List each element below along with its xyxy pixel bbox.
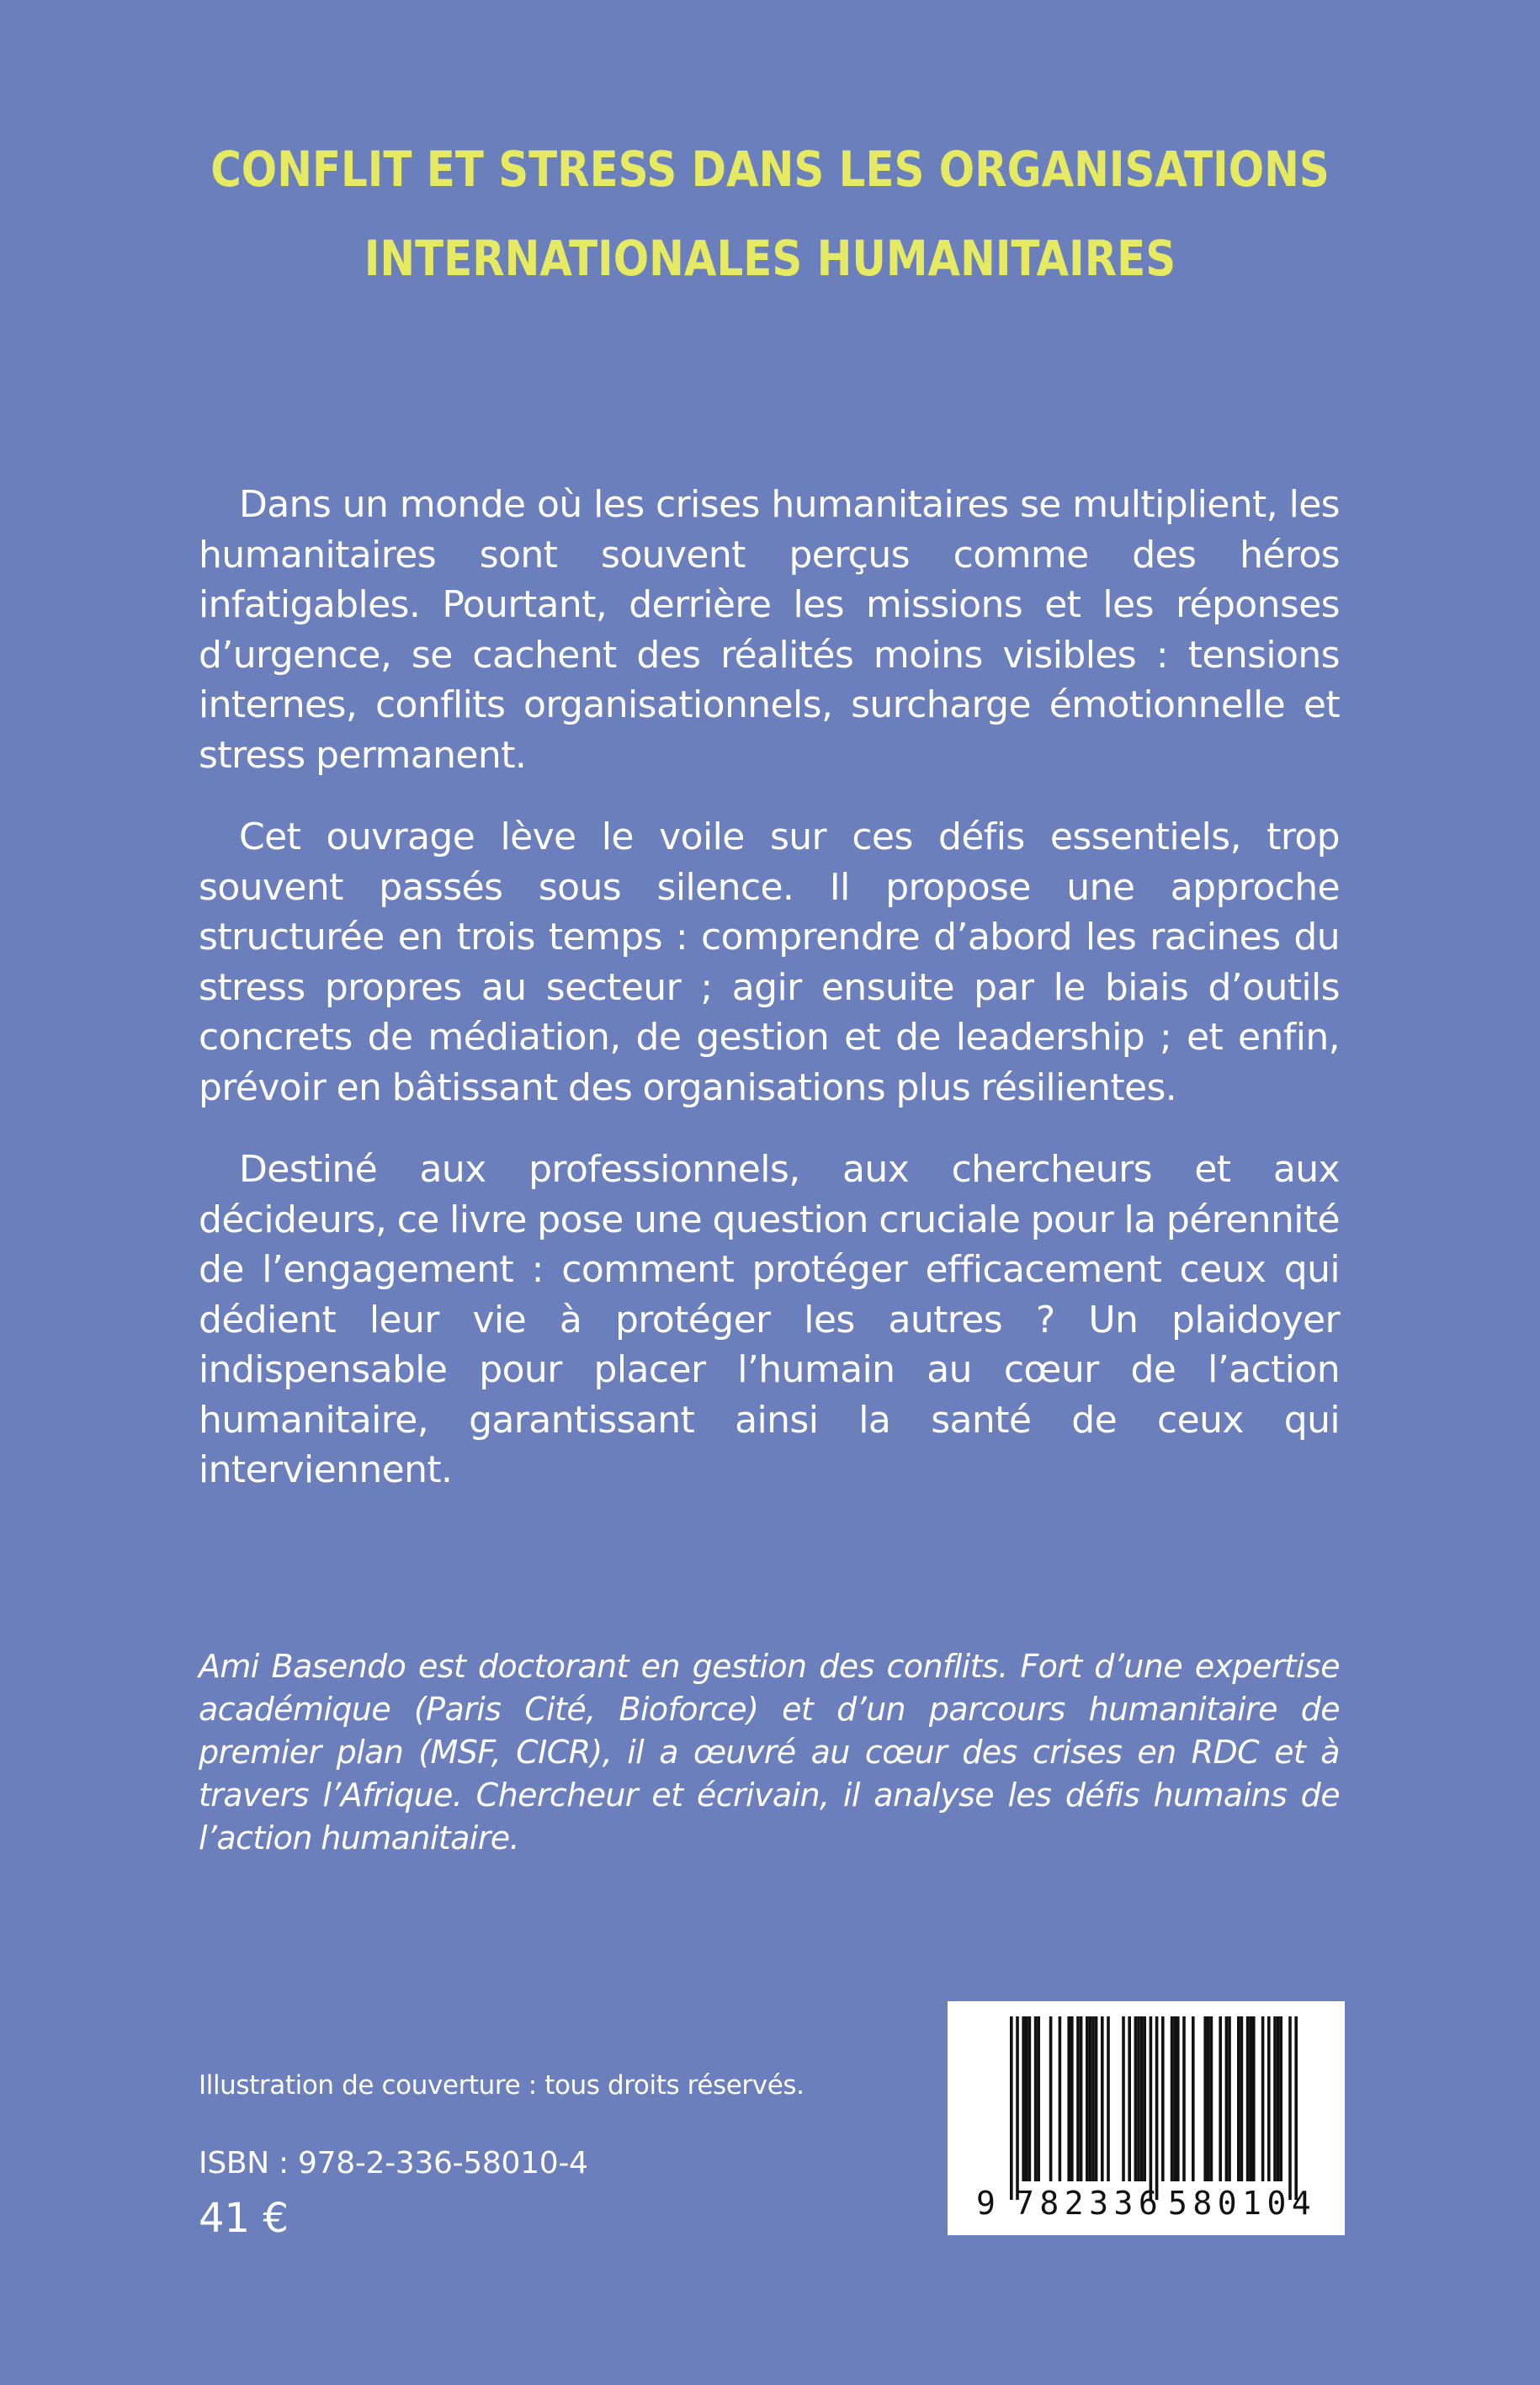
barcode-bar [1067, 2016, 1070, 2181]
barcode-bar [1277, 2016, 1280, 2181]
barcode-bar [1161, 2016, 1165, 2181]
barcode-bar [1240, 2016, 1244, 2181]
barcode-bar [1086, 2016, 1089, 2181]
author-bio: Ami Basendo est doctorant en gestion des conflits. Fort d’une expertise académique (Paris Cité, Bioforce) et d’un parcours humanitaire de premier plan (MSF, CICR), il a œuvré au cœur des crises en RDC et à travers l’Afrique. Chercheur et écrivain, il analyse les défis humains de l’action humanitaire. [199, 1648, 1340, 1856]
barcode-right-group: 580104 [1168, 2185, 1317, 2222]
barcode-bar [1134, 2016, 1138, 2181]
barcode-bar [1095, 2016, 1098, 2181]
barcode-bar [1107, 2016, 1110, 2181]
barcode-bar [1207, 2016, 1210, 2181]
barcode-bar [1128, 2016, 1131, 2181]
title-line-1: CONFLIT ET STRESS DANS LES ORGANISATIONS [210, 141, 1330, 198]
barcode [948, 2001, 1345, 2235]
barcode-bar [1176, 2016, 1180, 2181]
barcode-bar [1150, 2016, 1153, 2200]
barcode-bar [1237, 2016, 1240, 2181]
barcode-bar [1080, 2016, 1083, 2181]
book-title [101, 125, 1439, 303]
barcode-bar [1016, 2016, 1019, 2200]
barcode-bar [1210, 2016, 1213, 2181]
barcode-bar [1261, 2016, 1265, 2181]
barcode-bar [1089, 2016, 1092, 2181]
barcode-bar [1025, 2016, 1028, 2181]
barcode-bar [1070, 2016, 1074, 2181]
barcode-bar [1294, 2016, 1298, 2200]
barcode-bar [1143, 2016, 1146, 2181]
price: 41 € [199, 2195, 289, 2242]
barcode-bar [1252, 2016, 1256, 2181]
blurb [199, 480, 1340, 1527]
barcode-bar [1228, 2016, 1231, 2181]
blurb-paragraph-1: Dans un monde où les crises humanitaires se multiplient, les humanitaires sont souvent perçus comme des héros infatigables. Pourtant, derrière les missions et les réponses d’urgence, se cachent des réalités moins visibles : tensions internes, conflits organisationnels, surcharge émotionnelle et stress permanent. [199, 483, 1340, 777]
barcode-bar [1091, 2016, 1095, 2181]
barcode-bar [1010, 2016, 1013, 2200]
illustration-credit: Illustration de couverture : tous droits réservés. [199, 2070, 805, 2101]
barcode-first-digit: 9 [976, 2185, 996, 2222]
barcode-bar [1037, 2016, 1040, 2181]
barcode-bar [1203, 2016, 1207, 2181]
barcode-bar [1076, 2016, 1080, 2181]
title-line-2: INTERNATIONALES HUMANITAIRES [364, 230, 1176, 287]
blurb-paragraph-2: Cet ouvrage lève le voile sur ces défis essentiels, trop souvent passés sous silence. Il propose une approche structurée en trois temps : comprendre d’abord les racines du stress propres au secteur ; agir ensuite par le biais d’outils concrets de médiation, de gestion et de leadership ; et enfin, prévoir en bâtissant des organisations plus résilientes. [199, 815, 1340, 1109]
barcode-bar [1288, 2016, 1292, 2200]
barcode-bar [1219, 2016, 1222, 2181]
barcode-digits [948, 2185, 1345, 2222]
barcode-bar [1022, 2016, 1025, 2181]
barcode-bar [1122, 2016, 1125, 2181]
barcode-bar [1049, 2016, 1053, 2181]
barcode-bar [1173, 2016, 1176, 2181]
barcode-bar [1171, 2016, 1174, 2181]
barcode-bar [1182, 2016, 1186, 2181]
barcode-bar [1192, 2016, 1195, 2181]
barcode-bar [1140, 2016, 1144, 2181]
barcode-bar [1249, 2016, 1252, 2181]
barcode-bar [1225, 2016, 1229, 2181]
blurb-paragraph-3: Destiné aux professionnels, aux chercheurs et aux décideurs, ce livre pose une question cruciale pour la pérennité de l’engagement : comment protéger efficacement ceux qui dédient leur vie à protéger les autres ? Un plaidoyer indispensable pour placer l’humain au cœur de l’action humanitaire, garantissant ainsi la santé de ceux qui interviennent. [199, 1148, 1340, 1491]
barcode-bar [1028, 2016, 1032, 2181]
barcode-left-group: 782336 [1015, 2185, 1164, 2222]
barcode-bar [1059, 2016, 1062, 2181]
barcode-bar [1246, 2016, 1250, 2181]
barcode-bar [1101, 2016, 1104, 2181]
barcode-bar [1273, 2016, 1277, 2181]
barcode-bar [1279, 2016, 1282, 2181]
barcode-bar [1034, 2016, 1038, 2181]
barcode-bar [1137, 2016, 1140, 2181]
isbn: ISBN : 978-2-336-58010-4 [199, 2146, 588, 2180]
barcode-bar [1155, 2016, 1159, 2200]
barcode-bar [1267, 2016, 1271, 2181]
